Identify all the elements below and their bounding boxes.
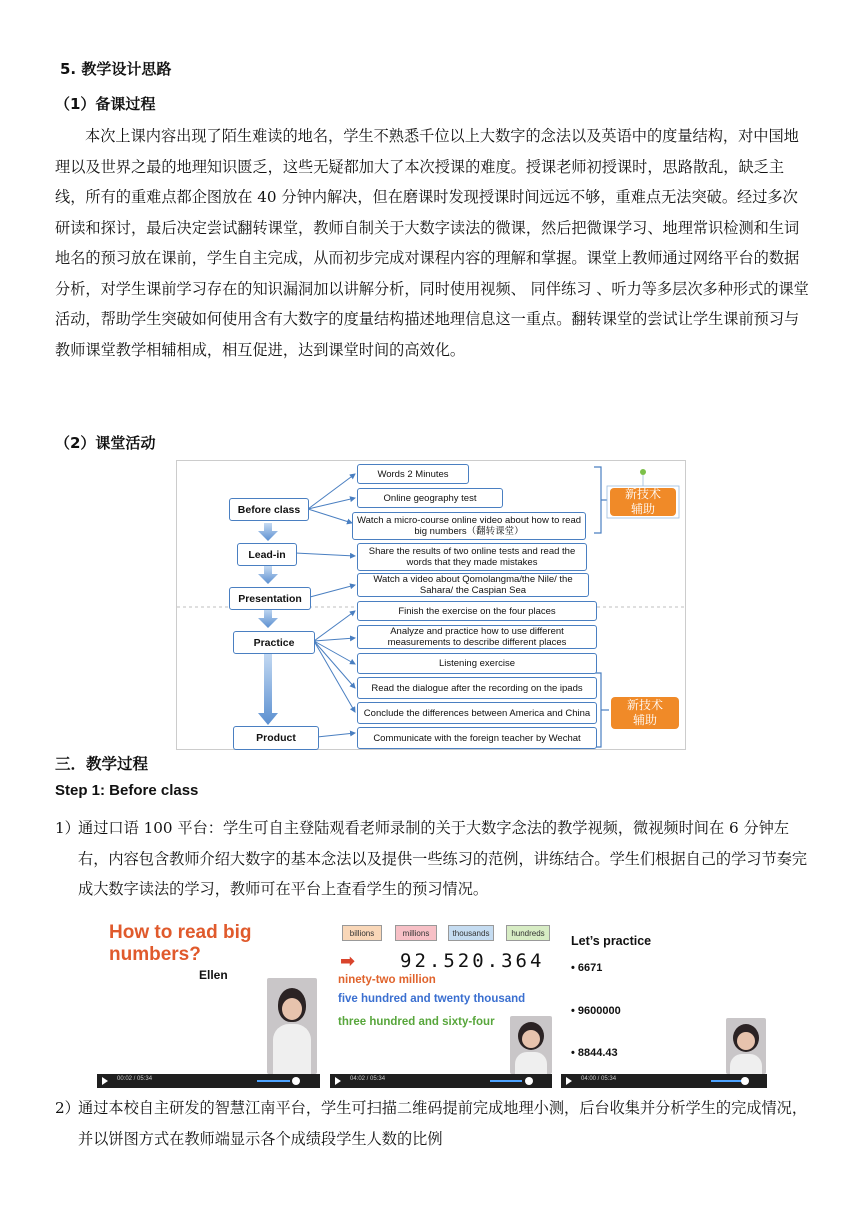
activity-box: Analyze and practice how to use different measurements to describe different places <box>357 625 597 649</box>
number-reading-line: five hundred and twenty thousand <box>338 993 526 1005</box>
teacher-video-thumbnail <box>726 1018 766 1074</box>
place-value-tag: millions <box>395 925 437 941</box>
list-item-text: 通过本校自主研发的智慧江南平台，学生可扫描二维码提前完成地理小测，后台收集并分析学生的完成情况，并以饼图方式在教师端显示各个成绩段学生人数的比例 <box>78 1099 807 1148</box>
step-product: Product <box>233 726 319 750</box>
activity-box: Communicate with the foreign teacher by Wechat <box>357 727 597 749</box>
activity-box: Conclude the differences between America and China <box>357 702 597 724</box>
activity-box: Words 2 Minutes <box>357 464 469 484</box>
section-title: 5. 教学设计思路 <box>60 60 172 78</box>
list-number: 2） <box>55 1099 80 1117</box>
video-time: 04:02 / 05:34 <box>350 1076 386 1082</box>
play-icon <box>102 1077 108 1085</box>
presenter-name: Ellen <box>199 968 228 982</box>
step-lead-in: Lead-in <box>237 543 297 566</box>
new-tech-tag: 新技术 辅助 <box>610 488 676 516</box>
activity-box: Watch a micro-course online video about how to read big numbers（翻转课堂） <box>352 512 586 540</box>
new-tech-tag: 新技术 辅助 <box>611 697 679 729</box>
video-screenshot-2 <box>330 920 552 1088</box>
volume-knob <box>525 1077 533 1085</box>
volume-bar <box>711 1080 745 1082</box>
subsection-title: （1）备课过程 <box>55 95 156 113</box>
teacher-video-thumbnail <box>510 1016 552 1074</box>
classroom-activity-flowchart <box>176 460 686 750</box>
play-icon <box>566 1077 572 1085</box>
place-value-tag: billions <box>342 925 382 941</box>
video-controls <box>561 1074 767 1088</box>
list-item-text: 通过口语 100 平台：学生可自主登陆观看老师录制的关于大数字念法的教学视频，微视频时间在 6 分钟左右，内容包含教师介绍大数字的基本念法以及提供一些练习的范例，讲练结合。学生们根据自己的学习节奏完成大数字读法的学习，教师可在平台上查看学生的预习情况。 <box>78 819 807 898</box>
practice-item: • 9600000 <box>571 1005 621 1017</box>
body-paragraph: 本次上课内容出现了陌生难读的地名，学生不熟悉千位以上大数字的念法以及英语中的度量结构，对中国地理以及世界之最的地理知识匮乏，这些无疑都加大了本次授课的难度。授课老师初授课时，思路散乱，缺乏主线，所有的重难点都企图放在 40 分钟内解决，但在磨课时发现授课时间远远不够，重难点无法突破。经过多次研读和探讨，最后决定尝试翻转课堂，教师自制关于大数字读法的微课，然后把微课学习、地理常识检测和生词地名的预习放在课前，学生自主完成，从而初步完成对课程内容的理解和掌握。课堂上教师通过网络平台的数据分析，对学生课前学习存在的知识漏洞加以讲解分析，同时使用视频、 同伴练习 、听力等多层次多种形式的课堂活动，帮助学生突破如何使用含有大数字的度量结构描述地理信息这一重点。翻转课堂的尝试让学生课前预习与教师课堂教学相辅相成，相互促进，达到课堂时间的高效化。 <box>55 127 809 359</box>
play-icon <box>335 1077 341 1085</box>
step-practice: Practice <box>233 631 315 654</box>
activity-box: Watch a video about Qomolangma/the Nile/ the Sahara/ the Caspian Sea <box>357 573 589 597</box>
teacher-video-thumbnail <box>267 978 317 1074</box>
volume-bar <box>257 1080 290 1082</box>
volume-knob <box>741 1077 749 1085</box>
video-title: How to read big numbers? <box>109 922 252 965</box>
list-number: 1） <box>55 819 80 837</box>
number-reading-line: ninety-two million <box>338 974 436 986</box>
place-value-tag: thousands <box>448 925 494 941</box>
video-controls <box>330 1074 552 1088</box>
step-before-class: Before class <box>229 498 309 521</box>
video-time: 04:00 / 05:34 <box>581 1076 617 1082</box>
practice-title: Let’s practice <box>571 934 652 948</box>
practice-item: • 6671 <box>571 962 603 974</box>
video-controls <box>97 1074 320 1088</box>
activity-box: Share the results of two online tests and read the words that they made mistakes <box>357 543 587 571</box>
activity-box: Read the dialogue after the recording on the ipads <box>357 677 597 699</box>
section-title: 三．教学过程 <box>55 755 149 773</box>
place-value-tag: hundreds <box>506 925 550 941</box>
video-time: 00:02 / 05:34 <box>117 1076 153 1082</box>
video-screenshot-1 <box>97 920 320 1088</box>
step-presentation: Presentation <box>229 587 311 610</box>
step-heading: Step 1: Before class <box>55 782 199 799</box>
volume-bar <box>490 1080 522 1082</box>
big-number: 92.520.364 <box>400 950 545 972</box>
subsection-title: （2）课堂活动 <box>55 434 156 452</box>
activity-box: Online geography test <box>357 488 503 508</box>
activity-box: Finish the exercise on the four places <box>357 601 597 621</box>
volume-knob <box>292 1077 300 1085</box>
arrow-icon: ➡ <box>340 951 356 972</box>
number-reading-line: three hundred and sixty-four <box>338 1016 495 1028</box>
activity-box: Listening exercise <box>357 653 597 674</box>
video-screenshot-3 <box>561 920 767 1088</box>
practice-item: • 8844.43 <box>571 1047 618 1059</box>
